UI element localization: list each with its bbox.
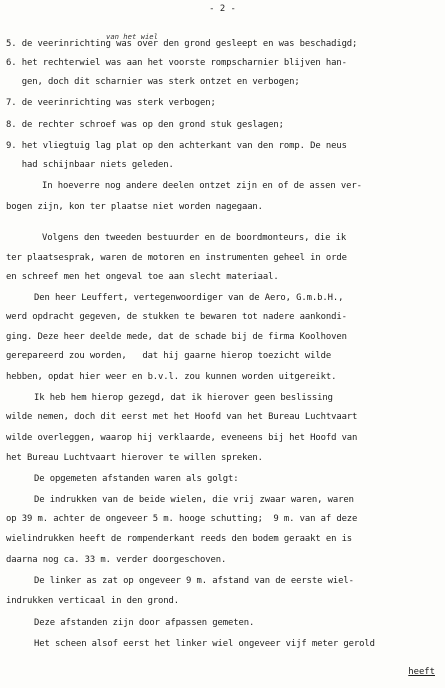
- text-line: gen, doch dit scharnier was sterk ontzet en verbogen;: [6, 77, 300, 87]
- text-line: hebben, opdat hier weer en b.v.l. zou kunnen worden uitgereikt.: [6, 372, 337, 382]
- text-line: had schijnbaar niets geleden.: [6, 160, 174, 170]
- text-line: ging. Deze heer deelde mede, dat de schade bij de firma Koolhoven: [6, 332, 347, 342]
- text-line: wilde overleggen, waarop hij verklaarde, eveneens bij het Hoofd van: [6, 433, 358, 443]
- page-number: - 2 -: [209, 4, 236, 14]
- text-line: en schreef men het ongeval toe aan slecht materiaal.: [6, 272, 279, 282]
- text-line: daarna nog ca. 33 m. verder doorgeschoven.: [6, 555, 227, 565]
- text-line: 7. de veerinrichting was sterk verbogen;: [6, 98, 216, 108]
- text-line: op 39 m. achter de ongeveer 5 m. hooge schutting; 9 m. van af deze: [6, 514, 358, 524]
- text-line: 5. de veerinrichting was over den grond gesleept en was beschadigd;: [6, 39, 358, 49]
- text-line: De opgemeten afstanden waren als golgt:: [34, 474, 239, 484]
- text-line: wielindrukken heeft de rompenderkant reeds den bodem geraakt en is: [6, 534, 353, 544]
- text-line: bogen zijn, kon ter plaatse niet worden nagegaan.: [6, 202, 263, 212]
- text-line: indrukken verticaal in den grond.: [6, 596, 180, 606]
- text-line: ter plaatsesprak, waren de motoren en instrumenten geheel in orde: [6, 253, 347, 263]
- handwritten-insertion: van het wiel: [106, 32, 158, 41]
- text-line: Den heer Leuffert, vertegenwoordiger van de Aero, G.m.b.H.,: [34, 293, 344, 303]
- text-line: wilde nemen, doch dit eerst met het Hoofd van het Bureau Luchtvaart: [6, 412, 358, 422]
- text-line: het Bureau Luchtvaart hierover te willen spreken.: [6, 453, 263, 463]
- text-line: In hoeverre nog andere deelen ontzet zijn en of de assen ver-: [42, 181, 362, 191]
- text-line: De linker as zat op ongeveer 9 m. afstand van de eerste wiel-: [34, 576, 354, 586]
- text-line: 6. het rechterwiel was aan het voorste rompscharnier blijven han-: [6, 58, 347, 68]
- catchword: heeft: [408, 667, 435, 677]
- text-line: De indrukken van de beide wielen, die vrij zwaar waren, waren: [34, 495, 354, 505]
- text-line: gerepareerd zou worden, dat hij gaarne hierop toezicht wilde: [6, 351, 332, 361]
- text-line: Het scheen alsof eerst het linker wiel ongeveer vijf meter gerold: [34, 639, 375, 649]
- text-line: 8. de rechter schroef was op den grond stuk geslagen;: [6, 120, 284, 130]
- text-line: Volgens den tweeden bestuurder en de boordmonteurs, die ik: [42, 233, 347, 243]
- text-line: Ik heb hem hierop gezegd, dat ik hierover geen beslissing: [34, 393, 333, 403]
- text-line: Deze afstanden zijn door afpassen gemeten.: [34, 618, 255, 628]
- text-line: werd opdracht gegeven, de stukken te bewaren tot nadere aankondi-: [6, 312, 347, 322]
- text-line: 9. het vliegtuig lag plat op den achterkant van den romp. De neus: [6, 141, 347, 151]
